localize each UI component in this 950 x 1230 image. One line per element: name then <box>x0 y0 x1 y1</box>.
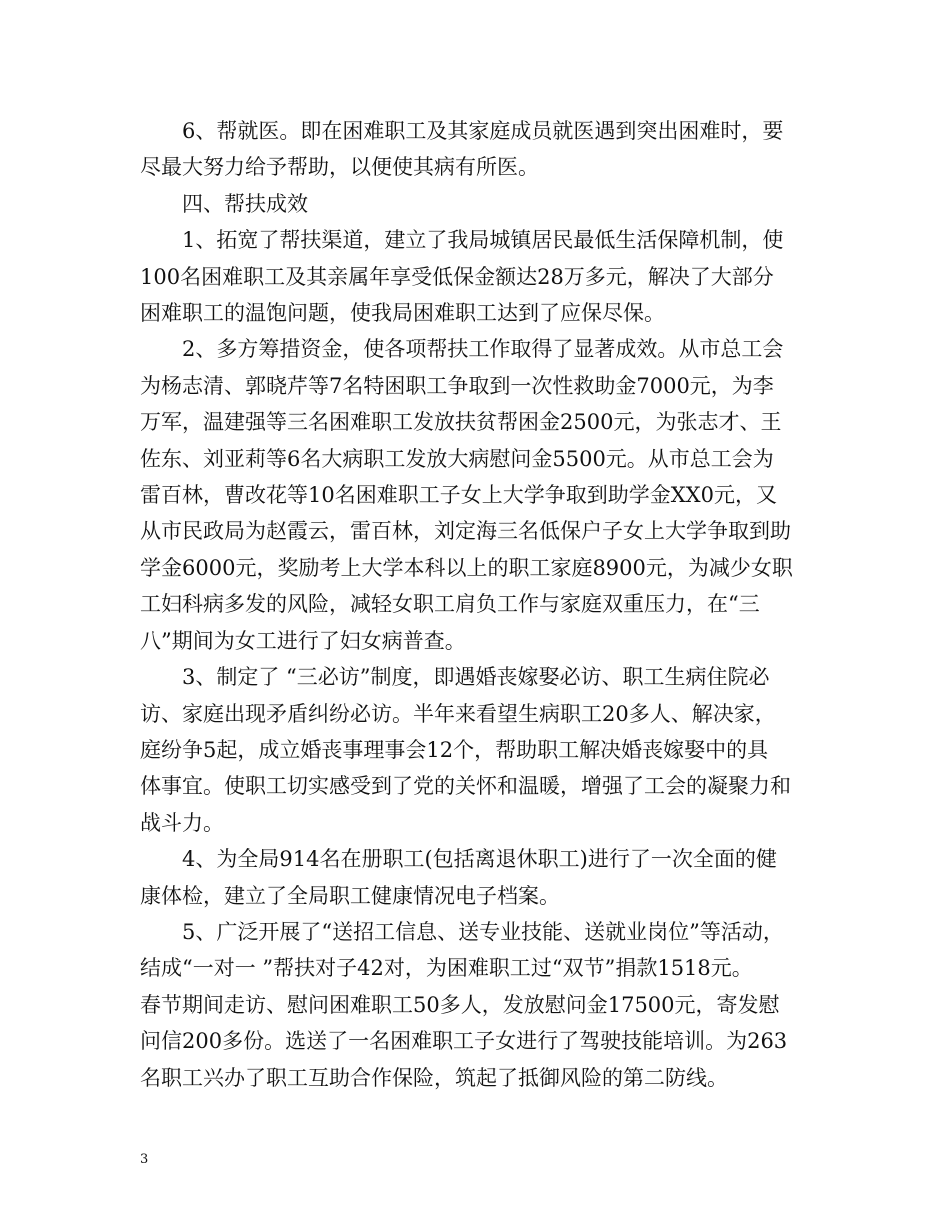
page-number: 3 <box>140 1152 149 1167</box>
text-line: 体事宜。使职工切实感受到了党的关怀和温暖，增强了工会的凝聚力和 <box>140 774 791 799</box>
text-line: 雷百林，曹改花等10名困难职工子女上大学争取到助学金XX0元，又 <box>140 483 777 508</box>
text-line: 1、拓宽了帮扶渠道，建立了我局城镇居民最低生活保障机制，使 <box>182 228 784 253</box>
text-line: 4、为全局914名在册职工(包括离退休职工)进行了一次全面的健 <box>182 847 777 872</box>
paragraph-result-2 <box>140 331 830 659</box>
text-line: 战斗力。 <box>140 810 224 835</box>
text-line: 名职工兴办了职工互助合作保险，筑起了抵御风险的第二防线。 <box>140 1065 728 1090</box>
text-line: 2、多方筹措资金，使各项帮扶工作取得了显著成效。从市总工会 <box>182 337 784 362</box>
paragraph-result-3 <box>140 659 830 841</box>
text-line: 尽最大努力给予帮助，以便使其病有所医。 <box>140 155 539 180</box>
text-line: 问信200多份。选送了一名困难职工子女进行了驾驶技能培训。为263 <box>140 1029 788 1054</box>
text-line: 5、广泛开展了“送招工信息、送专业技能、送就业岗位”等活动， <box>182 919 784 944</box>
text-line: 四、帮扶成效 <box>182 191 308 216</box>
text-line: 困难职工的温饱问题，使我局困难职工达到了应保尽保。 <box>140 301 665 326</box>
text-line: 八”期间为女工进行了妇女病普查。 <box>140 628 466 653</box>
text-line: 6、帮就医。即在困难职工及其家庭成员就医遇到突出困难时，要 <box>182 119 784 143</box>
text-line: 3、制定了 “三必访”制度，即遇婚丧嫁娶必访、职工生病住院必 <box>182 665 770 690</box>
paragraph-result-4 <box>140 841 830 914</box>
paragraph-help-medical <box>140 113 830 186</box>
text-line: 万军，温建强等三名困难职工发放扶贫帮困金2500元，为张志才、王 <box>140 410 782 435</box>
text-line: 佐东、刘亚莉等6名大病职工发放大病慰问金5500元。从市总工会为 <box>140 446 774 471</box>
text-line: 100名困难职工及其亲属年享受低保金额达28万多元，解决了大部分 <box>140 264 774 289</box>
text-line: 庭纷争5起，成立婚丧事理事会12个，帮助职工解决婚丧嫁娶中的具 <box>140 737 769 762</box>
text-line: 工妇科病多发的风险，减轻女职工肩负工作与家庭双重压力，在“三 <box>140 592 760 617</box>
document-body <box>140 113 830 1096</box>
text-line: 从市民政局为赵霞云，雷百林，刘定海三名低保户子女上大学争取到助 <box>140 519 791 544</box>
text-line: 学金6000元，奖励考上大学本科以上的职工家庭8900元，为减少女职 <box>140 555 793 580</box>
text-line: 为杨志清、郭晓芹等7名特困职工争取到一次性救助金7000元，为李 <box>140 373 774 398</box>
section-heading <box>140 186 830 222</box>
text-line: 结成“一对一 ”帮扶对子42对，为困难职工过“双节”捐款1518元。 <box>140 956 753 981</box>
paragraph-result-5 <box>140 914 830 1096</box>
text-line: 春节期间走访、慰问困难职工50多人，发放慰问金17500元，寄发慰 <box>140 992 780 1017</box>
text-line: 访、家庭出现矛盾纠纷必访。半年来看望生病职工20多人、解决家， <box>140 701 776 726</box>
text-line: 康体检，建立了全局职工健康情况电子档案。 <box>140 883 560 908</box>
paragraph-result-1 <box>140 222 830 331</box>
